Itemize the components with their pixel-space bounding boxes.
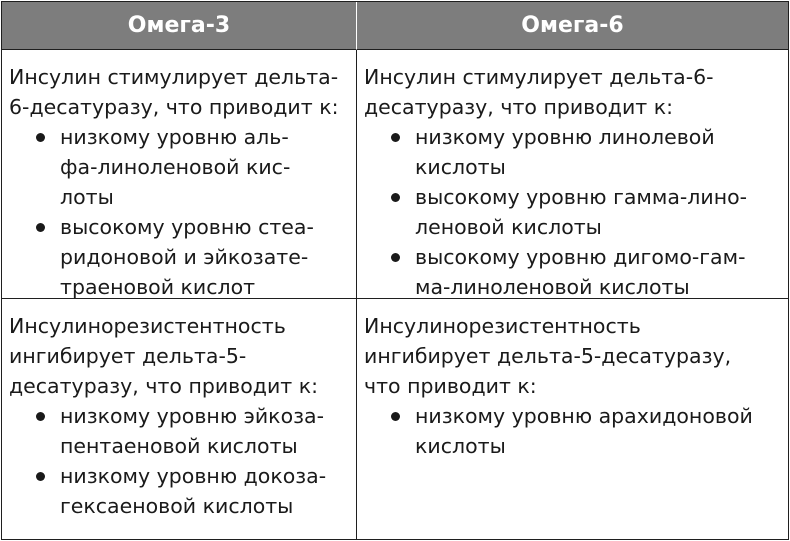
- text-line: десатуразу, что приводит к:: [9, 374, 319, 398]
- text-line: низкому уровню аль-: [60, 125, 289, 149]
- bullet-icon: [36, 223, 45, 232]
- text-line: 6-десатуразу, что приводит к:: [9, 95, 339, 119]
- list-item: [364, 401, 782, 461]
- bullet-icon: [36, 133, 45, 142]
- text-line: ма-линоленовой кислоты: [415, 275, 690, 299]
- text-line: низкому уровню докоза-: [60, 464, 327, 488]
- cell-row1-omega3: [2, 50, 357, 299]
- bullet-icon: [391, 412, 400, 421]
- list-item: [364, 242, 782, 299]
- text-line: десатуразу, что приводит к:: [364, 95, 674, 119]
- bullet-list: [9, 401, 350, 521]
- list-item: [9, 122, 350, 212]
- text-line: высокому уровню дигомо-гам-: [415, 245, 746, 269]
- intro-text: [364, 311, 782, 401]
- text-line: низкому уровню арахидоновой: [415, 404, 753, 428]
- bullet-icon: [36, 412, 45, 421]
- list-item: [9, 212, 350, 299]
- bullet-icon: [36, 472, 45, 481]
- text-line: леновой кислоты: [415, 215, 602, 239]
- text-line: Инсулин стимулирует дельта-6-: [364, 65, 714, 89]
- text-line: низкому уровню эйкоза-: [60, 404, 324, 428]
- text-line: ингибирует дельта-5-десатуразу,: [364, 344, 732, 368]
- text-line: что приводит к:: [364, 374, 537, 398]
- cell-row2-omega3: [2, 299, 357, 539]
- cell-row2-omega6: [357, 299, 788, 539]
- list-item: [364, 122, 782, 182]
- text-line: низкому уровню линолевой: [415, 125, 715, 149]
- text-line: Инсулин стимулирует дельта-: [9, 65, 339, 89]
- comparison-table: [1, 1, 789, 540]
- bullet-list: [9, 122, 350, 299]
- header-omega3: Омега-3: [2, 2, 357, 50]
- intro-text: [364, 62, 782, 122]
- list-item: [364, 182, 782, 242]
- list-item: [9, 401, 350, 461]
- bullet-icon: [391, 193, 400, 202]
- intro-text: [9, 62, 350, 122]
- bullet-list: [364, 122, 782, 299]
- text-line: фа-линоленовой кис-: [60, 155, 291, 179]
- list-item: [9, 461, 350, 521]
- text-line: высокому уровню гамма-лино-: [415, 185, 748, 209]
- bullet-icon: [391, 133, 400, 142]
- text-line: кислоты: [415, 434, 506, 458]
- bullet-icon: [391, 253, 400, 262]
- header-omega6: Омега-6: [357, 2, 788, 50]
- text-line: кислоты: [415, 155, 506, 179]
- text-line: ридоновой и эйкозате-: [60, 245, 309, 269]
- text-line: высокому уровню стеа-: [60, 215, 314, 239]
- intro-text: [9, 311, 350, 401]
- text-line: Инсулинорезистентность: [364, 314, 641, 338]
- text-line: траеновой кислот: [60, 275, 256, 299]
- text-line: пентаеновой кислоты: [60, 434, 298, 458]
- bullet-list: [364, 401, 782, 461]
- text-line: ингибирует дельта-5-: [9, 344, 247, 368]
- text-line: Инсулинорезистентность: [9, 314, 286, 338]
- text-line: лоты: [60, 185, 114, 209]
- cell-row1-omega6: [357, 50, 788, 299]
- text-line: гексаеновой кислоты: [60, 494, 294, 518]
